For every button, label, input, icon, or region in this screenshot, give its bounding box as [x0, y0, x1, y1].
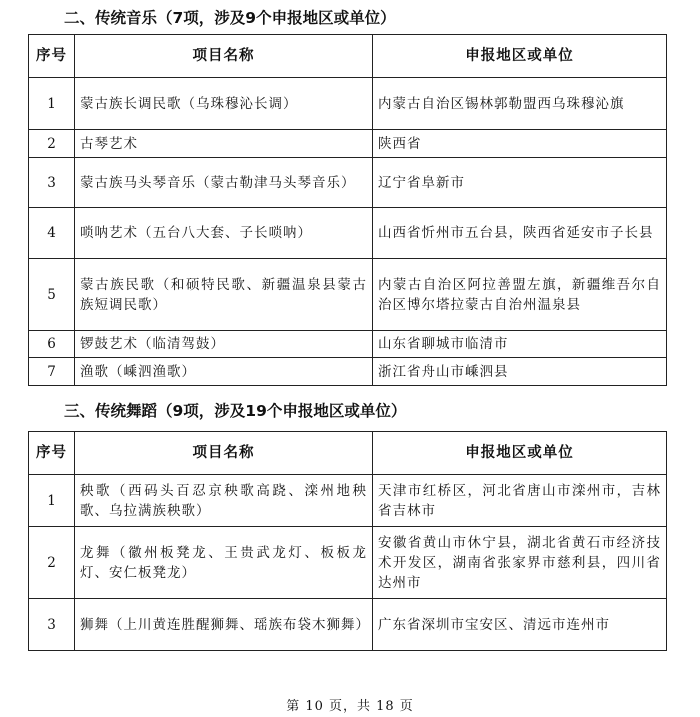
table-row: [29, 78, 667, 130]
row-region: 辽宁省阜新市: [373, 158, 667, 208]
table-row: [29, 599, 667, 651]
row-region: 广东省深圳市宝安区、清远市连州市: [373, 599, 667, 651]
row-name: 蒙古族马头琴音乐（蒙古勒津马头琴音乐）: [75, 158, 373, 208]
header-region: 申报地区或单位: [373, 432, 667, 475]
row-name: 狮舞（上川黄连胜醒狮舞、瑶族布袋木狮舞）: [75, 599, 373, 651]
table-row: [29, 130, 667, 158]
row-no: 6: [29, 331, 75, 358]
row-no: 7: [29, 358, 75, 386]
row-name: 蒙古族长调民歌（乌珠穆沁长调）: [75, 78, 373, 130]
table-row: [29, 158, 667, 208]
row-no: 2: [29, 527, 75, 599]
header-no: 序号: [29, 35, 75, 78]
row-no: 2: [29, 130, 75, 158]
row-region: 陕西省: [373, 130, 667, 158]
table-row: [29, 527, 667, 599]
row-name: 唢呐艺术（五台八大套、子长唢呐）: [75, 208, 373, 259]
table-row: [29, 475, 667, 527]
row-name: 秧歌（西码头百忍京秧歌高跷、滦州地秧歌、乌拉满族秧歌）: [75, 475, 373, 527]
traditional-music-table: [28, 34, 667, 386]
row-region: 山东省聊城市临清市: [373, 331, 667, 358]
table-row: [29, 331, 667, 358]
header-no: 序号: [29, 432, 75, 475]
row-region: 山西省忻州市五台县，陕西省延安市子长县: [373, 208, 667, 259]
row-region: 内蒙古自治区锡林郭勒盟西乌珠穆沁旗: [373, 78, 667, 130]
row-no: 3: [29, 158, 75, 208]
row-no: 1: [29, 78, 75, 130]
row-name: 渔歌（嵊泗渔歌）: [75, 358, 373, 386]
header-region: 申报地区或单位: [373, 35, 667, 78]
row-name: 古琴艺术: [75, 130, 373, 158]
row-name: 锣鼓艺术（临清驾鼓）: [75, 331, 373, 358]
traditional-dance-table: [28, 431, 667, 651]
header-name: 项目名称: [75, 432, 373, 475]
row-region: 内蒙古自治区阿拉善盟左旗，新疆维吾尔自治区博尔塔拉蒙古自治州温泉县: [373, 259, 667, 331]
section-title-traditional-music: 二、传统音乐（7项，涉及9个申报地区或单位）: [64, 9, 396, 27]
table-row: [29, 208, 667, 259]
table-header-row: [29, 432, 667, 475]
row-region: 浙江省舟山市嵊泗县: [373, 358, 667, 386]
table-header-row: [29, 35, 667, 78]
row-no: 5: [29, 259, 75, 331]
header-name: 项目名称: [75, 35, 373, 78]
row-name: 龙舞（徽州板凳龙、王贵武龙灯、板板龙灯、安仁板凳龙）: [75, 527, 373, 599]
row-no: 1: [29, 475, 75, 527]
section-title-traditional-dance: 三、传统舞蹈（9项，涉及19个申报地区或单位）: [64, 402, 407, 420]
row-region: 天津市红桥区，河北省唐山市滦州市，吉林省吉林市: [373, 475, 667, 527]
row-no: 3: [29, 599, 75, 651]
row-name: 蒙古族民歌（和硕特民歌、新疆温泉县蒙古族短调民歌）: [75, 259, 373, 331]
row-region: 安徽省黄山市休宁县，湖北省黄石市经济技术开发区，湖南省张家界市慈利县，四川省达州市: [373, 527, 667, 599]
table-row: [29, 259, 667, 331]
page-number-footer: 第 10 页，共 18 页: [286, 699, 414, 714]
table-row: [29, 358, 667, 386]
row-no: 4: [29, 208, 75, 259]
